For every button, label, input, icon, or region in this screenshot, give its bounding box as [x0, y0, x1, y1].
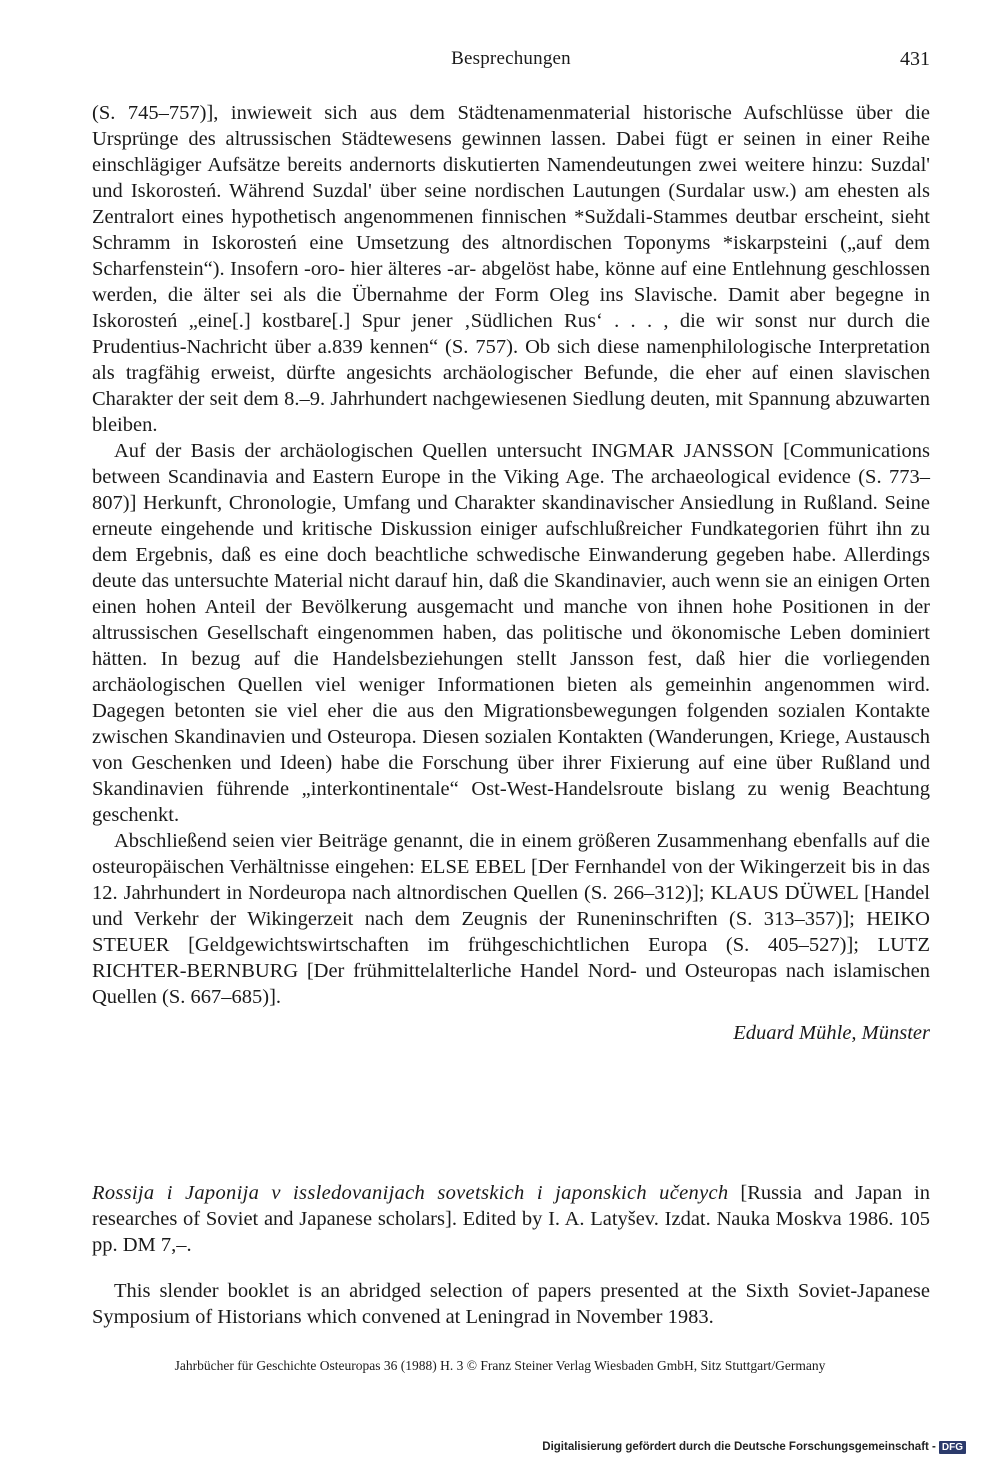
page-number: 431 [900, 48, 930, 70]
journal-footer: Jahrbücher für Geschichte Osteuropas 36 (1988) H. 3 © Franz Steiner Verlag Wiesbaden GmbH, Sitz Stuttgart/Germany [174, 1358, 826, 1373]
review-citation [92, 1180, 930, 1258]
page-header [92, 48, 930, 72]
reviewer-signature: Eduard Mühle, Münster [733, 1022, 930, 1044]
article-body [92, 100, 930, 1046]
dfg-notice-text: Digitalisierung gefördert durch die Deutsche Forschungsgemeinschaft - [542, 1441, 936, 1453]
next-review [92, 1180, 930, 1330]
paragraph-2: Auf der Basis der archäologischen Quellen untersucht INGMAR JANSSON [Communications between Scandinavia and Eastern Europe in the Viking Age. The archaeological evidence (S. 773–807)] Herkunft, Chronologie, Umfang und Charakter skandinavischer Ansiedlung in Rußland. Seine erneute eingehende und kritische Diskussion einiger aufschlußreicher Fundkategorien führt ihn zu dem Ergebnis, daß es eine doch beachtliche schwedische Einwanderung gegeben habe. Allerdings deute das untersuchte Material nicht darauf hin, daß die Skandinavier, auch wenn sie an einigen Orten einen hohen Anteil der Bevölkerung ausgemacht und manche von ihnen hohe Positionen in der altrussischen Gesellschaft eingenommen haben, das politische und ökonomische Leben dominiert hätten. In bezug auf die Handelsbeziehungen stellt Jansson fest, daß hier die vorliegenden archäologischen Quellen viel weniger Informationen bieten als gemeinhin angenommen wird. Dagegen betonten sie viel eher die aus den Migrationsbewegungen folgenden sozialen Kontakte zwischen Skandinavien und Osteuropa. Diesen sozialen Kontakten (Wanderungen, Kriege, Austausch von Geschenken und Ideen) habe die Forschung über ihrer Fixierung auf eine über Rußland und Skandinavien führende „interkontinentale“ Ost-West-Handelsroute bislang zu wenig Beachtung geschenkt. [92, 440, 930, 826]
book-title: Rossija i Japonija v issledovanijach sovetskich i japonskich učenych [92, 1182, 729, 1204]
dfg-logo: DFG [939, 1441, 966, 1454]
review-paragraph-1: This slender booklet is an abridged selection of papers presented at the Sixth Soviet-Japanese Symposium of Historians which convened at Leningrad in November 1983. [92, 1280, 930, 1328]
running-head: Besprechungen [451, 48, 571, 69]
paragraph-1: (S. 745–757)], inwieweit sich aus dem Städtenamenmaterial historische Aufschlüsse über die Ursprünge des altrussischen Städtewesens gewinnen lassen. Dabei fügt er seinen in einer Reihe einschlägiger Aufsätze bereits andernorts diskutierten Namendeutungen zwei weitere hinzu: Suzdal' und Iskorosteń. Während Suzdal' über seine nordischen Lautungen (Surdalar usw.) am ehesten als Zentralort eines hypothetisch angenommenen finnischen *Suždali-Stammes deutbar erscheint, sieht Schramm in Iskorosteń eine Umsetzung des altnordischen Toponyms *iskarpsteini („auf dem Scharfenstein“). Insofern -oro- hier älteres -ar- abgelöst habe, könne auf eine Entlehnung geschlossen werden, die älter sei als die Übernahme der Form Oleg ins Slavische. Damit aber begegne in Iskorosteń „eine[.] kostbare[.] Spur jener ‚Südlichen Rus‘ . . . , die wir sonst nur durch die Prudentius-Nachricht über a.839 kennen“ (S. 757). Ob sich diese namenphilologische Interpretation als tragfähig erweist, dürfte angesichts archäologischer Befunde, die eher auf einen slavischen Charakter der seit dem 8.–9. Jahrhundert nachgewiesenen Siedlung deuten, mit Spannung abzuwarten bleiben. [92, 102, 930, 436]
dfg-notice [542, 1441, 966, 1454]
paragraph-3: Abschließend seien vier Beiträge genannt, die in einem größeren Zusammenhang ebenfalls auf die osteuropäischen Verhältnisse eingehen: ELSE EBEL [Der Fernhandel von der Wikingerzeit bis in das 12. Jahrhundert in Nordeuropa nach altnordischen Quellen (S. 266–312)]; KLAUS DÜWEL [Handel und Verkehr der Wikingerzeit nach dem Zeugnis der Runeninschriften (S. 313–357)]; HEIKO STEUER [Geldgewichtswirtschaften im frühgeschichtlichen Europa (S. 405–527)]; LUTZ RICHTER-BERNBURG [Der frühmittelalterliche Handel Nord- und Osteuropas nach islamischen Quellen (S. 667–685)]. [92, 830, 930, 1008]
bibliographic-info: [Russia and Japan in researches of Soviet and Japanese scholars]. Edited by I. A. Latyšev. Izdat. Nauka Moskva 1986. 105 pp. DM 7,–. [92, 1182, 930, 1256]
